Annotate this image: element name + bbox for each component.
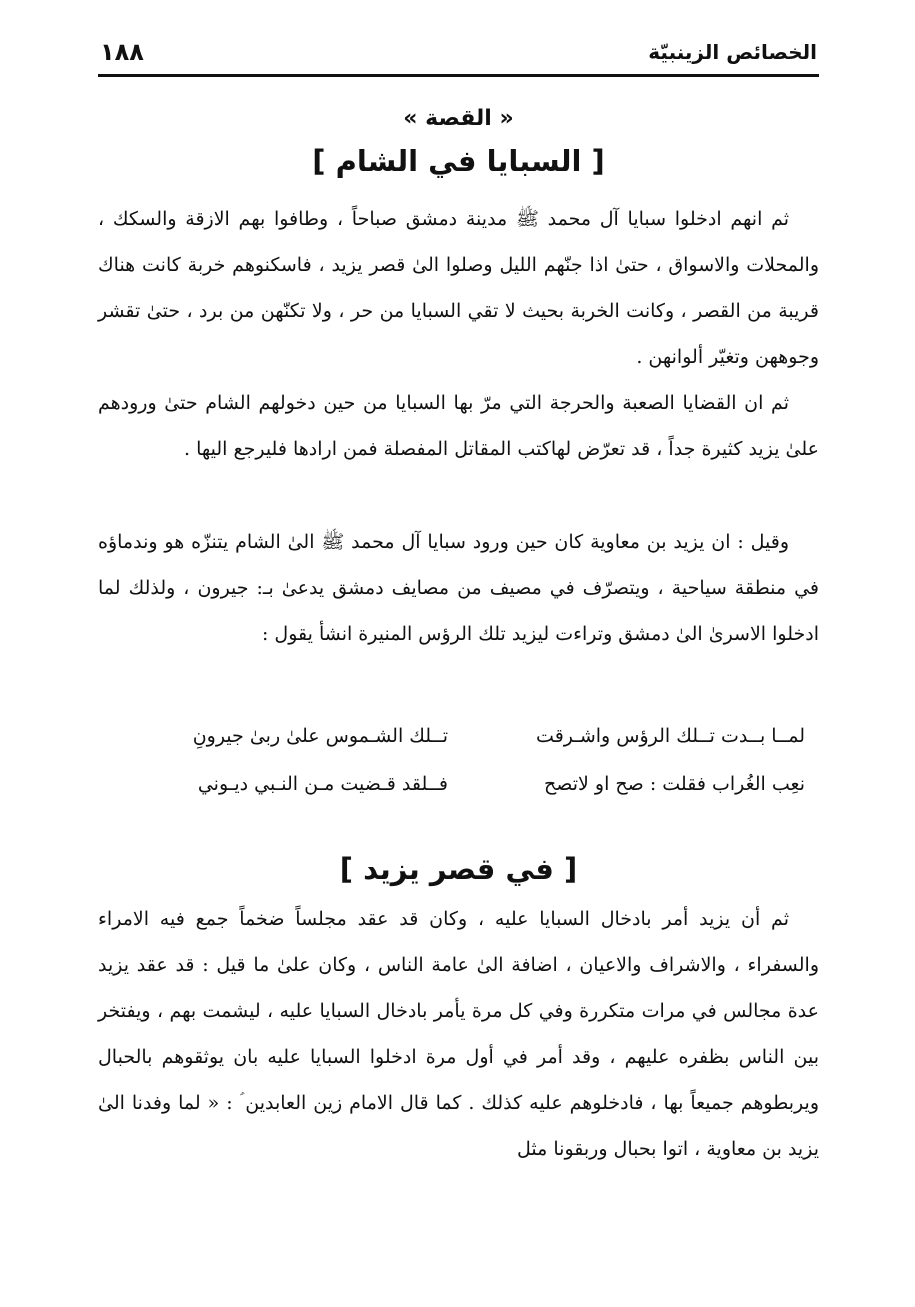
page-number: ١٨٨ xyxy=(100,38,144,66)
poem xyxy=(98,712,819,808)
paragraph-text: ثم ان القضايا الصعبة والحرجة التي مرّ بها السبايا من حين دخولهم الشام حتىٰ ورودهم علىٰ يزيد كثيرة جداً ، قد تعرّض لهاكتب المقاتل المفصلة فمن ارادها فليرجع اليها . xyxy=(98,392,819,460)
paragraph-text: وقيل : ان يزيد بن معاوية كان حين ورود سبايا آل محمد ﷺ الىٰ الشام يتنزّه هو وندماؤه في منطقة سياحية ، ويتصرّف في مصيف من مصايف دمشق يدعىٰ بـ: جيرون ، ولذلك لما ادخلوا الاسرىٰ الىٰ دمشق وتراءت ليزيد تلك الرؤس المنيرة انشأ يقول : xyxy=(98,531,819,645)
section-heading-qissa: « القصة » xyxy=(403,106,514,131)
poem-verse xyxy=(98,760,819,808)
paragraph-text: ثم أن يزيد أمر بادخال السبايا عليه ، وكان قد عقد مجلساً ضخماً جمع فيه الامراء والسفراء ، والاشراف والاعيان ، اضافة الىٰ عامة الناس ، وكان علىٰ ما قيل : قد عقد يزيد عدة مجالس في مرات متكررة وفي كل مرة يأمر بادخال السبايا عليه ، ليشمت بهم ، ويفتخر بين الناس بظفره عليهم ، وقد أمر في أول مرة ادخلوا السبايا عليه بان يوثقوهم بالحبال ويربطوهم جميعاً بها ، فادخلوهم عليه كذلك . كما قال الامام زين العابدين ؑ : « لما وفدنا الىٰ يزيد بن معاوية ، اتوا بحبال وربقونا مثل xyxy=(98,908,819,1160)
verse-first-hemistich: لمــا بــدت تــلك الرؤس واشـرقت xyxy=(536,725,805,747)
paragraph-1 xyxy=(98,196,819,380)
paragraph-2 xyxy=(98,380,819,472)
verse-second-hemistich: تــلك الشـموس علىٰ ربىٰ جيرونِ xyxy=(192,725,448,747)
running-header xyxy=(100,32,817,72)
section-heading-yazid-palace: [ في قصر يزيد ] xyxy=(339,852,578,886)
section-heading-captives-in-sham: [ السبايا في الشام ] xyxy=(312,144,605,178)
paragraph-4 xyxy=(98,896,819,1172)
book-title: الخصائص الزينبيّة xyxy=(648,40,817,64)
verse-first-hemistich: نعِب الغُراب فقلت : صح او لاتصح xyxy=(544,773,805,795)
header-rule xyxy=(98,74,819,77)
verse-second-hemistich: فــلقد قـضيت مـن النـبي ديـوني xyxy=(197,773,448,795)
paragraph-3 xyxy=(98,519,819,657)
paragraph-text: ثم انهم ادخلوا سبايا آل محمد ﷺ مدينة دمشق صباحاً ، وطافوا بهم الازقة والسكك ، والمحلات والاسواق ، حتىٰ اذا جنّهم الليل وصلوا الىٰ قصر يزيد ، فاسكنوهم خربة كانت هناك قريبة من القصر ، وكانت الخربة بحيث لا تقي السبايا من حر ، ولا تكنّهن من برد ، حتىٰ تقشر وجوههن وتغيّر ألوانهن . xyxy=(98,208,819,368)
poem-verse xyxy=(98,712,819,760)
